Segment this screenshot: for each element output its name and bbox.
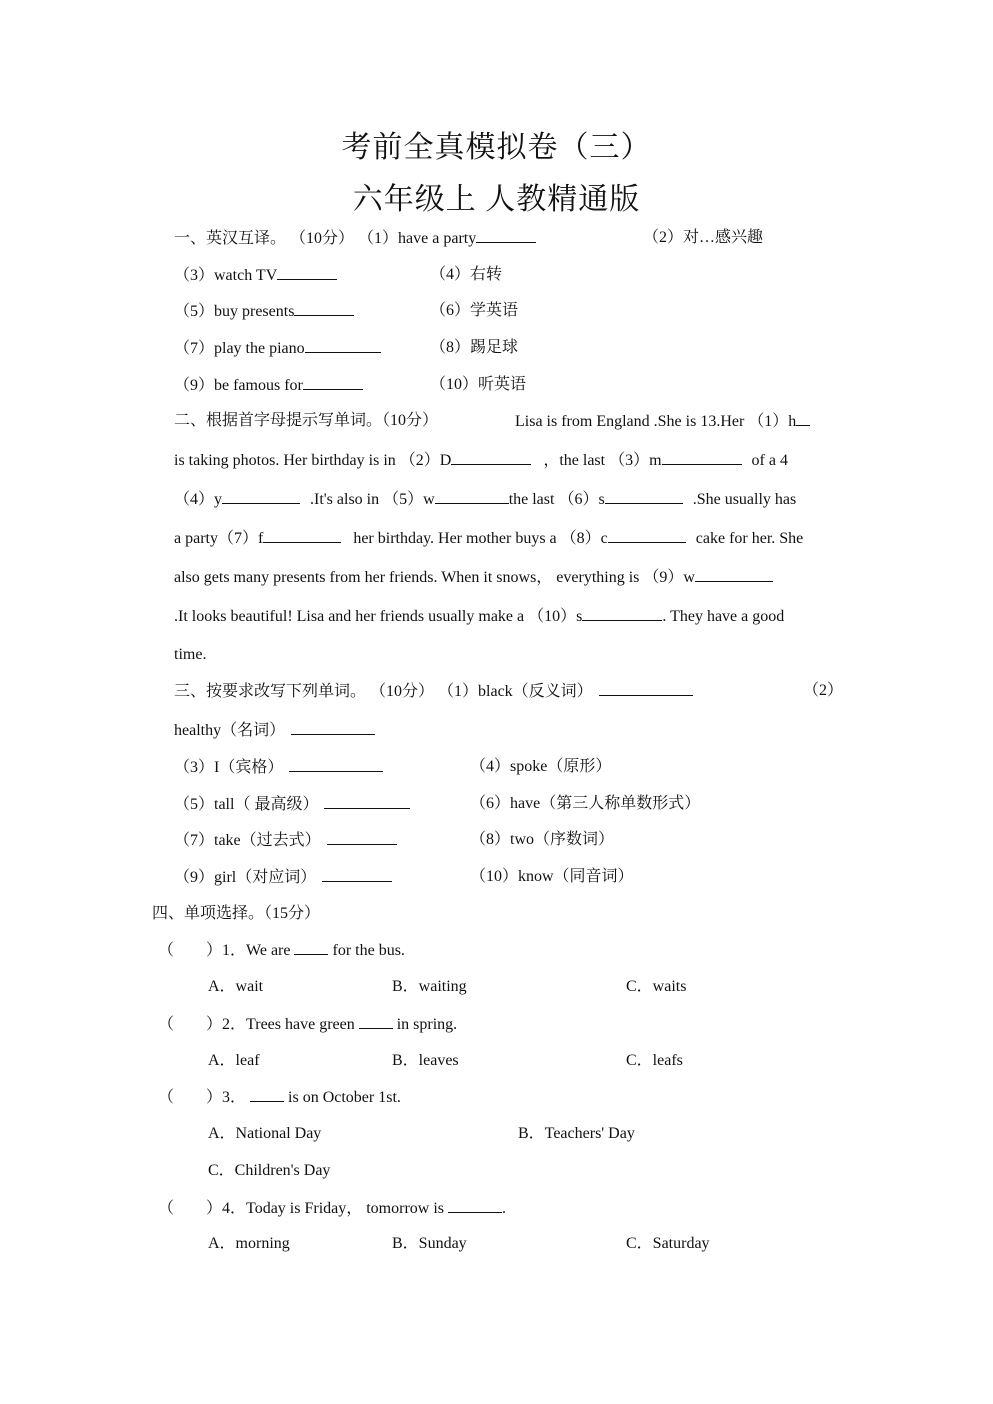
s2-text: her birthday. Her mother buys a （8）c [353, 530, 608, 547]
answer-blank[interactable] [599, 681, 693, 696]
section3-heading: 三、按要求改写下列单词。 [174, 683, 367, 700]
answer-blank[interactable] [695, 567, 773, 582]
s3-item7-line [174, 830, 397, 851]
s3-item5: （5）tall（ 最高级） [174, 796, 319, 813]
answer-blank[interactable] [277, 265, 337, 280]
section1-heading-line [174, 228, 536, 249]
question-1 [158, 940, 405, 961]
answer-blank[interactable] [605, 489, 683, 504]
section3-score: （10分） [370, 683, 435, 700]
s3-item10: （10）know（同音词） [470, 868, 634, 885]
s3-item9-line [174, 867, 392, 888]
s3-item9: （9）girl（对应词） [174, 869, 317, 886]
s1-item3: （3）watch TV [174, 267, 278, 284]
s2-text: the last （6）s [508, 491, 605, 508]
answer-blank[interactable] [324, 794, 410, 809]
s3-item2-line [174, 720, 375, 741]
q1-option-a[interactable]: A．wait [208, 978, 264, 995]
s1-item5-line [174, 301, 354, 322]
s1-item3-line [174, 265, 337, 286]
question-number: 3． [222, 1089, 247, 1106]
question-2 [158, 1014, 457, 1035]
s2-text: Lisa is from England .She is 13.Her （1）h [515, 413, 797, 430]
question-text: Trees have green [246, 1016, 355, 1033]
s1-item5: （5）buy presents [174, 303, 295, 320]
answer-blank[interactable] [796, 411, 810, 426]
s1-item6: （6）学英语 [430, 302, 519, 319]
s2-text: .She usually has [692, 491, 797, 508]
answer-blank[interactable] [448, 1198, 502, 1213]
section4-heading: 四、单项选择。（15分） [152, 905, 321, 922]
answer-paren[interactable]: （ ） [158, 1016, 223, 1033]
question-text: in spring. [396, 1016, 458, 1033]
s1-item1: （1）have a party [358, 230, 477, 247]
s2-text: cake for her. She [695, 530, 804, 547]
s3-item3: （3）I（宾格） [174, 759, 284, 776]
q4-option-b[interactable]: B．Sunday [392, 1235, 467, 1252]
q1-option-b[interactable]: B．waiting [392, 978, 467, 995]
answer-blank[interactable] [303, 375, 363, 390]
s3-item4: （4）spoke（原形） [470, 758, 612, 775]
s2-text: ，the last （3）m [543, 452, 662, 469]
s2-line5 [174, 567, 773, 588]
s2-text: of a 4 [751, 452, 788, 469]
question-number: 2． [222, 1016, 247, 1033]
answer-blank[interactable] [305, 338, 381, 353]
q2-option-b[interactable]: B．leaves [392, 1052, 459, 1069]
page-title: 考前全真模拟卷（三） [341, 131, 652, 164]
s2-line3 [174, 489, 796, 510]
question-text: . [502, 1200, 507, 1217]
answer-blank[interactable] [250, 1087, 284, 1102]
section3-heading-line [174, 681, 693, 702]
q1-option-c[interactable]: C．waits [626, 978, 687, 995]
s3-item2: （2） [803, 682, 844, 699]
answer-blank[interactable] [451, 450, 531, 465]
s2-text: is taking photos. Her birthday is in （2）D [174, 452, 452, 469]
s1-item10: （10）听英语 [430, 376, 527, 393]
section2-heading: 二、根据首字母提示写单词。（10分） [174, 412, 439, 429]
page-subtitle: 六年级上 人教精通版 [352, 183, 641, 216]
question-number: 1． [222, 942, 247, 959]
s2-line6 [174, 606, 784, 627]
s1-item4: （4）右转 [430, 266, 503, 283]
s2-text: . They have a good [662, 608, 785, 625]
answer-blank[interactable] [582, 606, 662, 621]
question-number: 4． [222, 1200, 247, 1217]
s2-text: （4）y [174, 491, 223, 508]
s2-text: a party（7）f [174, 530, 264, 547]
question-text: Today is Friday， tomorrow is [246, 1200, 445, 1217]
s2-text: .It looks beautiful! Lisa and her friends usually make a （10）s [174, 608, 583, 625]
s1-item2: （2）对…感兴趣 [643, 229, 764, 246]
s3-item7: （7）take（过去式） [174, 832, 321, 849]
s3-item6: （6）have（第三人称单数形式） [470, 795, 701, 812]
s2-text: .It's also in （5）w [310, 491, 435, 508]
s3-item3-line [174, 757, 383, 778]
q3-option-b[interactable]: B．Teachers' Day [518, 1125, 635, 1142]
s1-item7: （7）play the piano [174, 340, 305, 357]
answer-blank[interactable] [291, 720, 375, 735]
answer-paren[interactable]: （ ） [158, 1089, 223, 1106]
question-3 [158, 1087, 401, 1108]
s1-item9: （9）be famous for [174, 377, 303, 394]
s2-line2 [174, 450, 788, 471]
question-text: for the bus. [332, 942, 405, 959]
s1-item7-line [174, 338, 381, 359]
q4-option-c[interactable]: C．Saturday [626, 1235, 710, 1252]
answer-paren[interactable]: （ ） [158, 1200, 223, 1217]
s3-item8: （8）two（序数词） [470, 831, 615, 848]
question-4 [158, 1198, 506, 1219]
s3-item1: （1）black（反义词） [438, 683, 593, 700]
answer-blank[interactable] [435, 489, 509, 504]
answer-blank[interactable] [322, 867, 392, 882]
answer-blank[interactable] [662, 450, 742, 465]
answer-blank[interactable] [263, 528, 341, 543]
answer-blank[interactable] [359, 1014, 393, 1029]
question-text: We are [246, 942, 291, 959]
answer-blank[interactable] [608, 528, 686, 543]
answer-blank[interactable] [476, 228, 536, 243]
s1-item8: （8）踢足球 [430, 339, 519, 356]
q4-option-a[interactable]: A．morning [208, 1235, 290, 1252]
s1-item9-line [174, 375, 363, 396]
q2-option-c[interactable]: C．leafs [626, 1052, 683, 1069]
q3-option-a[interactable]: A．National Day [208, 1125, 322, 1142]
s2-line1 [515, 411, 810, 432]
question-text: is on October 1st. [288, 1089, 401, 1106]
answer-blank[interactable] [294, 940, 328, 955]
section1-score: （10分） [290, 230, 355, 247]
s2-line4 [174, 528, 803, 549]
answer-blank[interactable] [327, 830, 397, 845]
answer-paren[interactable]: （ ） [158, 942, 223, 959]
s3-item5-line [174, 794, 410, 815]
section1-heading: 一、英汉互译。 [174, 230, 287, 247]
s3-item2-word: healthy（名词） [174, 722, 286, 739]
q3-option-c[interactable]: C．Children's Day [208, 1162, 331, 1179]
s2-text: also gets many presents from her friends. When it snows， everything is （9）w [174, 569, 695, 586]
s2-line7: time. [174, 646, 207, 663]
answer-blank[interactable] [222, 489, 300, 504]
answer-blank[interactable] [294, 301, 354, 316]
q2-option-a[interactable]: A．leaf [208, 1052, 260, 1069]
answer-blank[interactable] [289, 757, 383, 772]
